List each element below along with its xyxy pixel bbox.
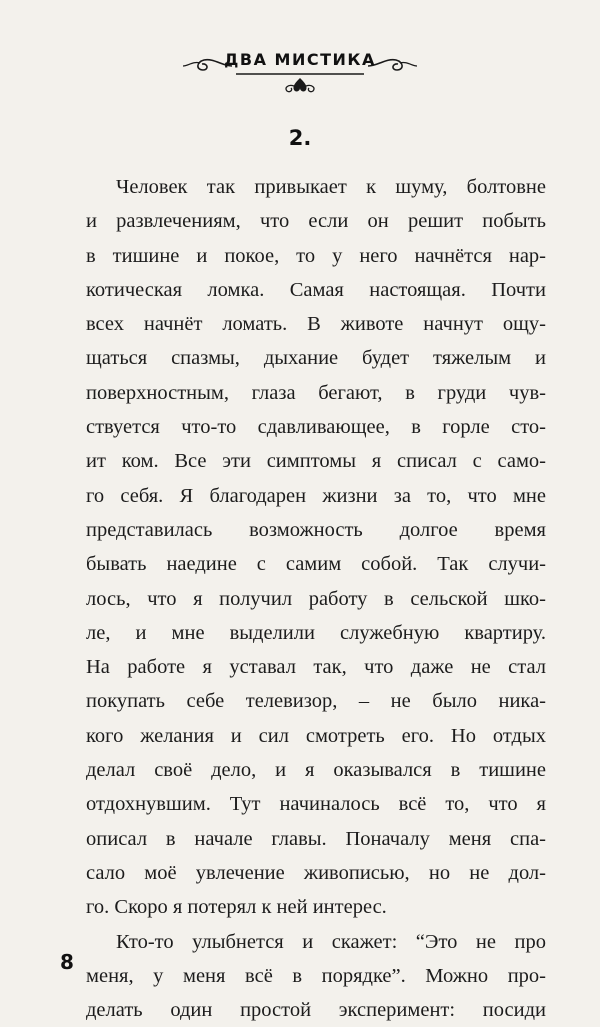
text-line: сало моё увлечение живописью, но не дол- xyxy=(86,861,546,884)
text-line: покупать себе телевизор, – не было ника- xyxy=(86,690,546,713)
text-line: делать один простой эксперимент: посиди xyxy=(86,999,546,1022)
text-line: всех начнёт ломать. В животе начнут ощу- xyxy=(86,313,546,336)
text-line: меня, у меня всё в порядке”. Можно про- xyxy=(86,964,546,987)
running-title: ДВА МИСТИКА xyxy=(224,50,376,69)
body-text xyxy=(86,170,546,1027)
text-line: кого желания и сил смотреть его. Но отдых xyxy=(86,724,546,747)
text-line: ле, и мне выделили служебную квартиру. xyxy=(86,621,546,644)
text-line: котическая ломка. Самая настоящая. Почти xyxy=(86,278,546,301)
text-line: лось, что я получил работу в сельской шко- xyxy=(86,587,546,610)
text-line: го. Скоро я потерял к ней интерес. xyxy=(86,896,387,919)
text-line: Кто-то улыбнется и скажет: “Это не про xyxy=(116,930,546,953)
text-line: делал своё дело, и я оказывался в тишине xyxy=(86,759,546,782)
text-line: щаться спазмы, дыхание будет тяжелым и xyxy=(86,347,546,370)
text-line: ствуется что-то сдавливающее, в горле сто- xyxy=(86,416,546,439)
text-line: Человек так привыкает к шуму, болтовне xyxy=(116,176,546,198)
text-line: ит ком. Все эти симптомы я списал с само- xyxy=(86,450,546,473)
text-line: го себя. Я благодарен жизни за то, что мне xyxy=(86,484,546,507)
running-header xyxy=(0,44,600,104)
text-line: На работе я уставал так, что даже не стал xyxy=(86,656,546,679)
page-number: 8 xyxy=(60,950,74,974)
text-line: отдохнувшим. Тут начиналось всё то, что я xyxy=(86,793,546,816)
text-line: описал в начале главы. Поначалу меня спа- xyxy=(86,827,546,850)
text-line: поверхностным, глаза бегают, в груди чув- xyxy=(86,381,546,404)
text-line: в тишине и покое, то у него начнётся нар- xyxy=(86,244,546,267)
chapter-number: 2. xyxy=(288,126,312,150)
text-line: представилась возможность долгое время xyxy=(86,518,546,541)
text-line: и развлечениям, что если он решит побыть xyxy=(86,210,546,233)
text-line: бывать наедине с самим собой. Так случи- xyxy=(86,553,546,576)
